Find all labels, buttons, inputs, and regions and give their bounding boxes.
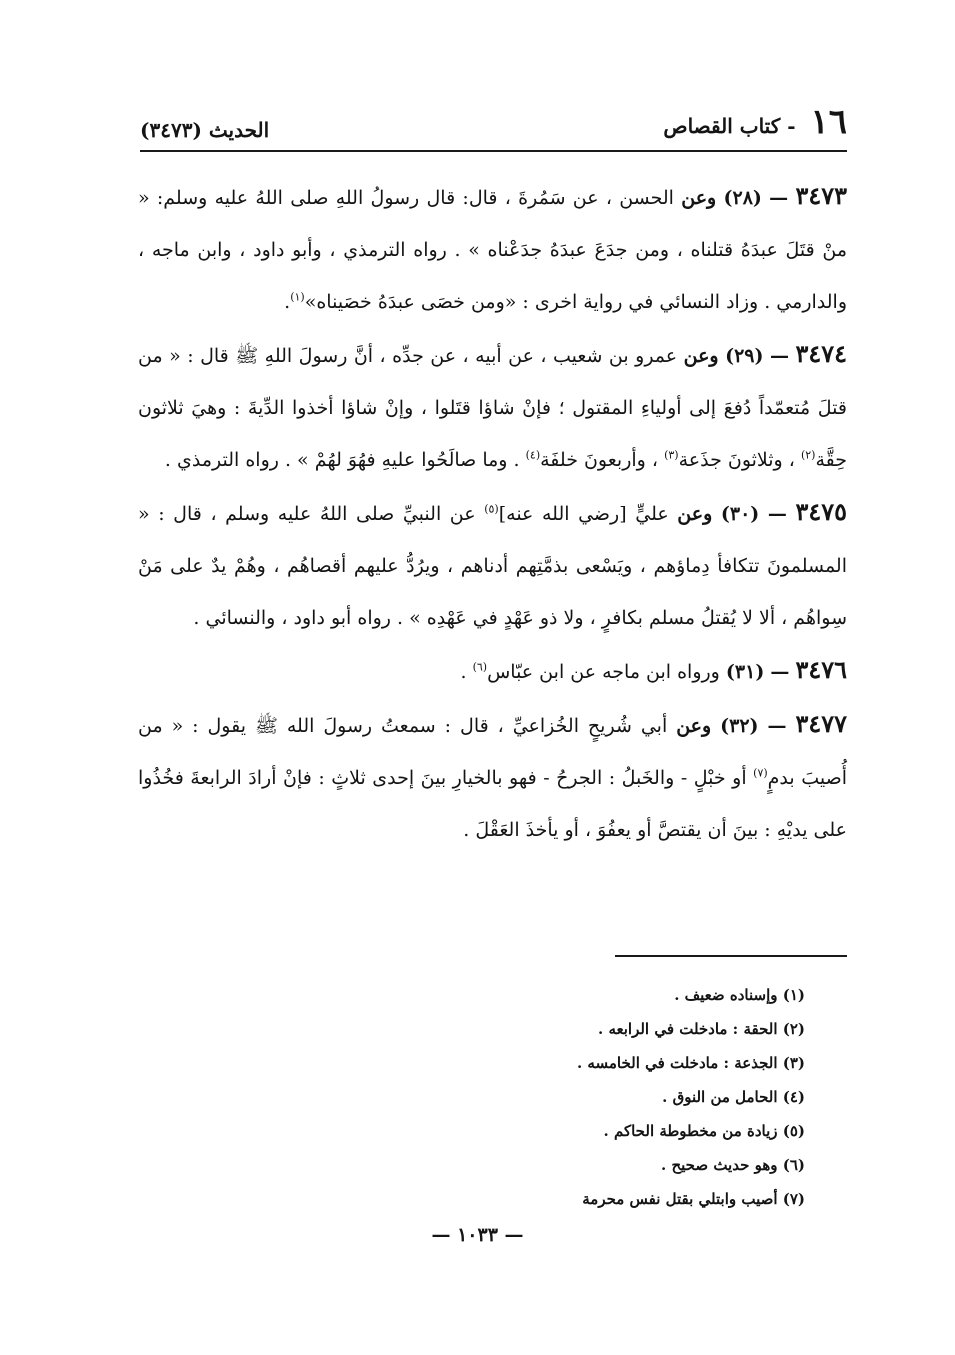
hadith-text: الحسن ، عن سَمُرةَ ، قال: قال رسولُ اللهِ صلى اللهُ عليه وسلم: « منْ قتَلَ عبدَهُ قتلناه ، ومن جدَعَ عبدَهُ جدَعْناه » . رواه الترمذي ، وأبو داود ، وابن ماجه ، والدارمي . وزاد النسائي في رواية اخرى : «ومن خصَى عبدَهُ خصَيناه» bbox=[138, 187, 847, 313]
footnote-ref: (١) bbox=[290, 290, 305, 304]
hadith-3476: ٣٤٧٦ — (٣١) ورواه ابن ماجه عن ابن عبّاس$^{(٦)}$ . bbox=[460, 655, 847, 684]
header-page-label: ١٦ bbox=[810, 102, 847, 142]
header-book bbox=[663, 102, 847, 142]
hadith-seq: (٣٢) bbox=[720, 715, 759, 737]
footnote-ref: (٢) bbox=[800, 448, 816, 462]
footnote-6: (٦) وهو حديث صحيح . bbox=[661, 1156, 805, 1174]
header-divider bbox=[140, 150, 847, 152]
footnote-2: (٢) الحقة : مادخلت في الرابعه . bbox=[598, 1020, 805, 1038]
footnote-7: (٧) أصيب وابتلي بقتل نفس محرمة bbox=[582, 1190, 805, 1208]
main-text bbox=[138, 170, 847, 856]
footnote-ref: (٥) bbox=[484, 502, 499, 516]
hadith-text: ورواه ابن ماجه عن ابن عبّاس bbox=[487, 661, 720, 683]
hadith-text-3: ، وأربعونَ خلفَة bbox=[540, 449, 659, 471]
hadith-3477: ٣٤٧٧ — (٣٢) وعن أبي شُريحٍ الخُزاعيِّ ، قال : سمعتُ رسولَ الله ﷺ يقول : « من أُصيبَ بدمٍ$^{(٧)}$ أو خبْلٍ - والخَبلُ : الجرحُ - فهو بالخيارِ بينَ إحدى ثلاثٍ : فإنْ أرادَ الرابعةَ فخُذُوا على يديْهِ : بينَ أن يقتصَّ أو يعفُوَ ، أو يأخذَ العَقْلَ . bbox=[138, 709, 848, 841]
header-hadith-range: الحديث (٣٤٧٣) bbox=[140, 118, 270, 142]
hadith-lead: وعن bbox=[681, 187, 717, 209]
page-number: — ١٠٣٣ — bbox=[431, 1224, 524, 1246]
hadith-3474: ٣٤٧٤ — (٢٩) وعن عمرو بن شعيب ، عن أبيه ، عن جدِّه ، أنَّ رسولَ اللهِ ﷺ قال : « من قتلَ مُتعمّداً دُفعَ إلى أولياءِ المقتول ؛ فإنْ شاؤا قتَلوا ، وإنْ شاؤا أخذوا الدِّيةَ : وهيَ ثلاثون حِقَّة$^{(٢)}$ ، وثلاثونَ جذَعة$^{(٣)}$ ، وأربعونَ خلفَة$^{(٤)}$ . وما صالَحُوا عليهِ فهُوَ لهُمْ » . رواه الترمذي . bbox=[138, 339, 848, 471]
footnote-3: (٣) الجذعة : مادخلت في الخامسه . bbox=[576, 1054, 805, 1072]
hadith-text-4: . وما صالَحُوا عليهِ فهُوَ لهُمْ » . رواه الترمذي . bbox=[164, 449, 520, 471]
page-header bbox=[140, 92, 847, 142]
hadith-text: عمرو بن شعيب ، عن أبيه ، عن جدِّه ، أنَّ رسولَ اللهِ ﷺ قال : « من قتلَ مُتعمّداً دُفعَ إلى أولياءِ المقتول ؛ فإنْ شاؤا قتَلوا ، وإنْ شاؤا أخذوا الدِّيةَ : وهيَ ثلاثون حِقَّة bbox=[138, 345, 847, 471]
hadith-number: ٣٤٧٤ bbox=[795, 339, 848, 368]
footnotes bbox=[140, 978, 805, 1216]
header-book-title: - كتاب القصاص bbox=[663, 114, 796, 138]
hadith-lead: وعن bbox=[676, 715, 712, 737]
hadith-number: ٣٤٧٦ bbox=[795, 655, 847, 684]
hadith-text: أبي شُريحٍ الخُزاعيِّ ، قال : سمعتُ رسولَ الله ﷺ يقول : « من أُصيبَ بدمٍ bbox=[138, 715, 848, 789]
hadith-text: عليٍّ [رضي الله عنه] bbox=[498, 503, 669, 525]
hadith-number: ٣٤٧٥ bbox=[795, 497, 848, 526]
hadith-text-2: ، وثلاثونَ جذَعة bbox=[678, 449, 795, 471]
footnote-1: (١) وإسناده ضعيف . bbox=[674, 986, 805, 1004]
hadith-number: ٣٤٧٣ bbox=[795, 181, 847, 210]
footnote-divider bbox=[615, 955, 847, 957]
hadith-number: ٣٤٧٧ bbox=[795, 709, 848, 738]
hadith-seq: (٣٠) bbox=[720, 503, 760, 525]
hadith-seq: (٢٩) bbox=[725, 345, 764, 367]
hadith-end: . bbox=[284, 291, 291, 313]
footnote-ref: (٦) bbox=[472, 660, 488, 674]
footnote-ref: (٧) bbox=[753, 766, 768, 780]
hadith-end: . bbox=[460, 661, 467, 683]
hadith-text-2: أو خبْلٍ - والخَبلُ : الجرحُ - فهو بالخيارِ بينَ إحدى ثلاثٍ : فإنْ أرادَ الرابعةَ فخُذُوا على يديْهِ : بينَ أن يقتصَّ أو يعفُوَ ، أو يأخذَ العَقْلَ . bbox=[138, 767, 847, 841]
hadith-text-2: عن النبيِّ صلى اللهُ عليه وسلم ، قال : « المسلمونَ تتكافأ دِماؤهم ، ويَسْعى بذمَّتِهم أدناهم ، ويرُدُّ عليهم أقصاهُم ، وهُمْ يدٌ على مَنْ سِواهُم ، ألا لا يُقتلُ مسلم بكافرٍ ، ولا ذو عَهْدٍ في عَهْدِه » . رواه أبو داود ، والنسائي . bbox=[138, 503, 847, 629]
footnote-5: (٥) زيادة من مخطوطة الحاكم . bbox=[603, 1122, 805, 1140]
hadith-lead: وعن bbox=[677, 503, 713, 525]
footnote-ref: (٤) bbox=[525, 448, 541, 462]
footnote-ref: (٣) bbox=[664, 448, 679, 462]
hadith-3473: ٣٤٧٣ — (٢٨) وعن الحسن ، عن سَمُرةَ ، قال: قال رسولُ اللهِ صلى اللهُ عليه وسلم: « منْ قتَلَ عبدَهُ قتلناه ، ومن جدَعَ عبدَهُ جدَعْناه » . رواه الترمذي ، وأبو داود ، وابن ماجه ، والدارمي . وزاد النسائي في رواية اخرى : «ومن خصَى عبدَهُ خصَيناه»$^{(١)}$. bbox=[138, 181, 847, 313]
hadith-seq: (٣١) bbox=[725, 661, 765, 683]
hadith-seq: (٢٨) bbox=[723, 187, 762, 209]
footnote-4: (٤) الحامل من النوق . bbox=[662, 1088, 805, 1106]
hadith-lead: وعن bbox=[683, 345, 719, 367]
hadith-3475: ٣٤٧٥ — (٣٠) وعن عليٍّ [رضي الله عنه]$^{(٥)}$ عن النبيِّ صلى اللهُ عليه وسلم ، قال : « المسلمونَ تتكافأ دِماؤهم ، ويَسْعى بذمَّتِهم أدناهم ، ويرُدُّ عليهم أقصاهُم ، وهُمْ يدٌ على مَنْ سِواهُم ، ألا لا يُقتلُ مسلم بكافرٍ ، ولا ذو عَهْدٍ في عَهْدِه » . رواه أبو داود ، والنسائي . bbox=[138, 497, 848, 629]
